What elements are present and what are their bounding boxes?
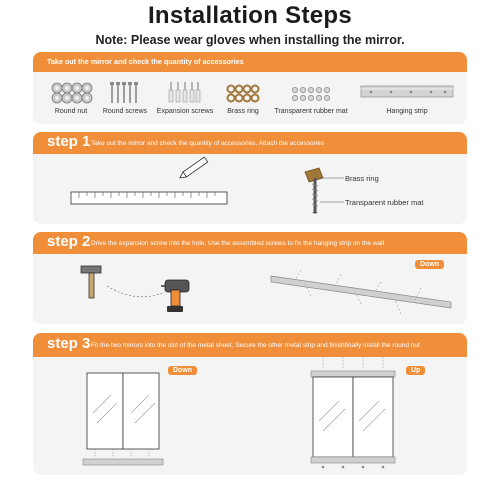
accessories-panel: [33, 52, 467, 124]
safety-note: Note: Please wear gloves when installing the mirror.: [95, 33, 405, 47]
round-screw-icon: [109, 82, 141, 104]
step2-label: step 2: [47, 233, 91, 250]
step2-description: Drive the expansion screw into the hole, Use the assembled screws to fix the hanging strip on the wall: [91, 240, 385, 247]
annotation-leaders: [318, 176, 348, 206]
rubber-mat-icon: [291, 86, 331, 102]
dashed-path: [107, 282, 167, 302]
down-tag: Down: [415, 260, 444, 269]
mirrors-right-diagram: [303, 357, 423, 473]
brass-ring-icon: [226, 84, 260, 104]
accessory-label-expansion-screws: Expansion screws: [156, 108, 214, 115]
step1-description: Take out the mirror and check the quantity of accessories, Attach the accessories: [91, 140, 325, 147]
step1-banner: [33, 132, 467, 154]
accessory-label-brass-ring: Brass ring: [227, 108, 259, 115]
round-nut-icon: [51, 82, 91, 104]
accessory-label-rubber-mat: Transparent rubber mat: [274, 108, 348, 115]
ruler-pencil-icon: [71, 170, 231, 210]
hanging-strip-icon: [361, 85, 453, 99]
accessory-label-hanging-strip: Hanging strip: [386, 108, 428, 115]
up-tag-right: Up: [406, 366, 425, 375]
drill-icon: [161, 276, 201, 316]
step3-label: step 3: [47, 335, 91, 352]
step3-panel: [33, 333, 467, 475]
down-tag-left: Down: [168, 366, 197, 375]
expansion-screw-icon: [167, 80, 201, 104]
step1-label: step 1: [47, 133, 91, 150]
accessories-banner: [33, 52, 467, 72]
rubber-mat-annotation: Transparent rubber mat: [345, 198, 424, 207]
page-title: Installation Steps: [147, 2, 353, 29]
step2-panel: [33, 232, 467, 324]
accessories-banner-text: Take out the mirror and check the quantity of accessories: [47, 57, 244, 66]
step3-banner: [33, 333, 467, 357]
brass-ring-annotation: Brass ring: [345, 174, 379, 183]
step3-description: Fit the two mirrors into the slot of the metal sheet, Secure the other metal strip and finishfinally install the round nut: [91, 342, 420, 349]
hanging-strip-diagonal: [271, 270, 451, 320]
accessory-label-round-nut: Round nut: [54, 108, 88, 115]
step1-panel: [33, 132, 467, 224]
accessory-label-round-screws: Round screws: [102, 108, 148, 115]
step2-banner: [33, 232, 467, 254]
hammer-icon: [79, 264, 107, 300]
mirrors-left-diagram: [83, 363, 203, 473]
